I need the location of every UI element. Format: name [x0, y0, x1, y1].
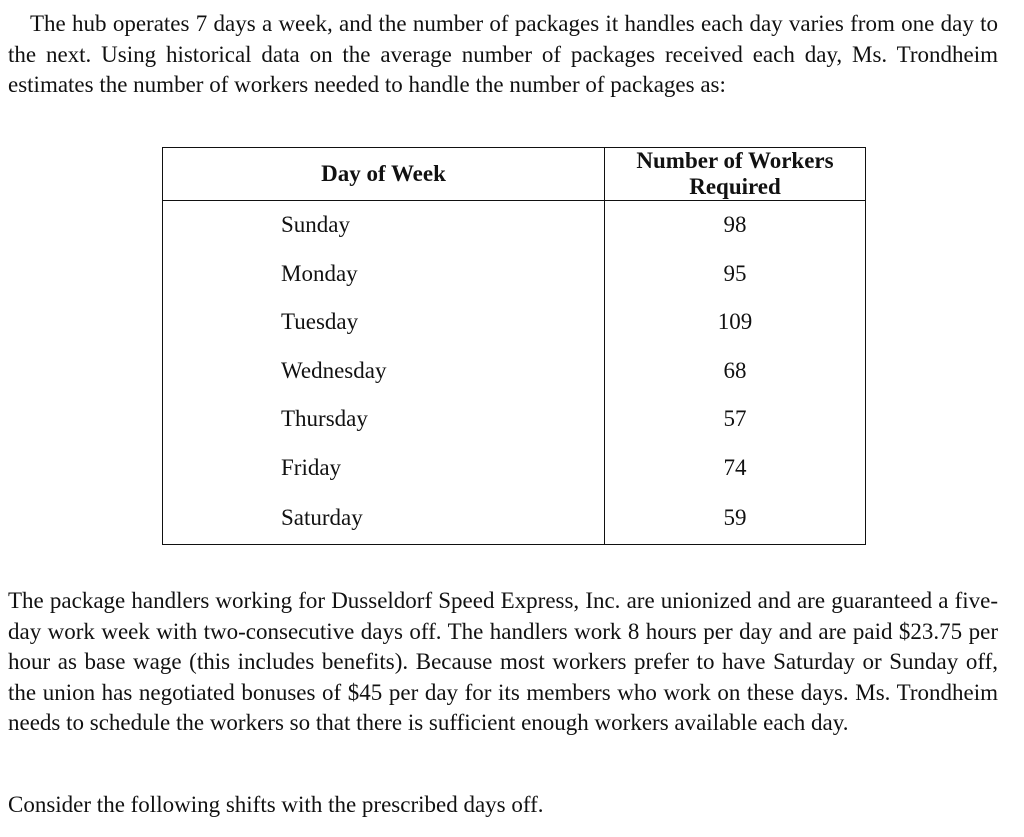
row-workers-friday: 74: [723, 454, 747, 480]
row-workers-saturday: 59: [723, 505, 747, 530]
row-workers-thursday: 57: [723, 406, 747, 432]
table-header-row: [163, 148, 866, 201]
workers-table-container: [162, 147, 866, 545]
table-row: [163, 395, 866, 444]
workers-required-table: [162, 147, 866, 545]
closing-paragraph: Consider the following shifts with the prescribed days off.: [8, 792, 544, 817]
row-day-friday: Friday: [163, 444, 605, 493]
header-day-of-week: Day of Week: [163, 148, 605, 201]
table-row: [163, 444, 866, 493]
row-workers-wednesday: 68: [723, 357, 747, 383]
table-row: [163, 347, 866, 396]
row-day-tuesday: Tuesday: [163, 298, 605, 347]
row-workers-sunday: 98: [723, 212, 747, 238]
row-day-monday: Monday: [163, 250, 605, 299]
table-row: [163, 298, 866, 347]
row-workers-monday: 95: [723, 260, 747, 286]
row-day-sunday: Sunday: [163, 201, 605, 250]
row-day-thursday: Thursday: [163, 395, 605, 444]
row-day-wednesday: Wednesday: [163, 347, 605, 396]
header-workers-required: Number of Workers Required: [605, 148, 866, 201]
union-paragraph: The package handlers working for Dusseldorf Speed Express, Inc. are unionized and are guaranteed a five-day work week with two-consecutive days off. The handlers work 8 hours per day and are paid $23.75 per hour as base wage (this includes benefits). Because most workers prefer to have Saturday or Sunday off, the union has negotiated bonuses of $45 per day for its members who work on these days. Ms. Trondheim needs to schedule the workers so that there is sufficient enough workers available each day.: [8, 588, 998, 736]
intro-paragraph: The hub operates 7 days a week, and the number of packages it handles each day varies from one day to the next. Using historical data on the average number of packages received each day, Ms. Trondheim estimates the number of workers needed to handle the number of packages as:: [8, 11, 998, 98]
row-day-saturday: Saturday: [163, 492, 605, 545]
table-row: [163, 492, 866, 545]
row-workers-tuesday: 109: [717, 309, 753, 335]
table-row: [163, 201, 866, 250]
table-row: [163, 250, 866, 299]
